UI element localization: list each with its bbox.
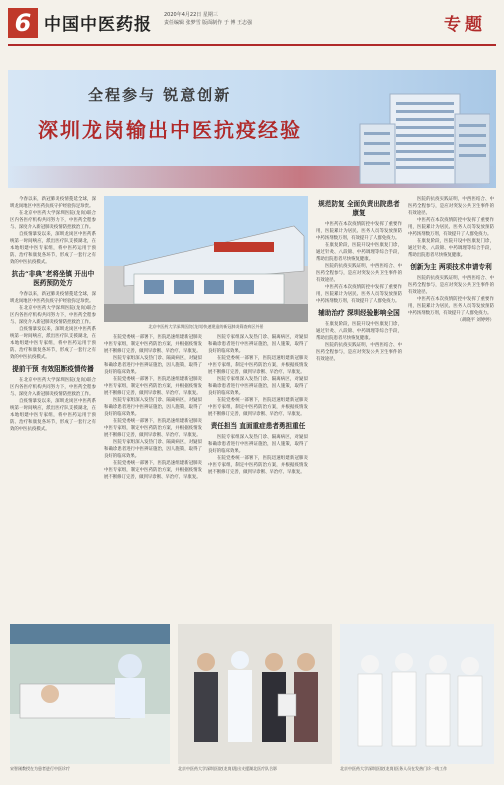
article-paragraph: 今春以来，新冠肺炎疫情蔓延全球，深圳龙岗地区中医药抗疫守护经验弥足珍贵。 bbox=[10, 197, 96, 209]
right-column-b bbox=[408, 196, 494, 616]
article-paragraph: 医院的抗疫实践证明，中西医结合、中医药全程参与，是应对突发公共卫生事件的有效途径。 bbox=[316, 343, 402, 362]
subheading: 提前干预 有效阻断疫情传播 bbox=[12, 365, 94, 373]
left-column bbox=[10, 196, 96, 616]
article-paragraph: 医院的抗疫实践证明，中西医结合、中医药全程参与，是应对突发公共卫生事件的有效途径。 bbox=[408, 197, 494, 216]
article-paragraph: 在北京中医药大学深圳医院(龙岗)联合区内各医疗机构共同努力下，中医药全程参与、深度介入新冠肺炎疫情防控救治工作。 bbox=[10, 306, 96, 325]
middle-column-b bbox=[208, 334, 308, 616]
bottom-photo-3-caption: 北京中医药大学深圳医院(龙岗)医务人员在发热门诊一线工作 bbox=[340, 766, 448, 771]
article-paragraph: 在院党委统一部署下，医院迅速组建新冠肺炎中医专家组，制定中医药防治方案，并根据疫情发展不断修订完善，做到早诊断、早治疗、早康复。 bbox=[208, 456, 308, 475]
byline: （胡晓平 刘婷婷） bbox=[457, 318, 494, 323]
subheading: 创新为主 两项技术申请专利 bbox=[410, 263, 492, 271]
hero-banner bbox=[8, 70, 496, 188]
article-paragraph: 医院专家组深入发热门诊、隔离病区，对疑似和确诊患者进行中医辨证施治，因人施策，取得了良好的临床效果。 bbox=[208, 435, 308, 454]
article-paragraph: 在院党委统一部署下，医院迅速组建新冠肺炎中医专家组，制定中医药防治方案，并根据疫情发展不断修订完善，做到早诊断、早治疗、早康复。 bbox=[104, 461, 202, 480]
article-paragraph: 在康复阶段，医院开设中医康复门诊，通过针灸、八段锦、中药调理等综合手段，帮助出院患者尽快恢复健康。 bbox=[408, 239, 494, 258]
article-paragraph: 中医药在本次疫情防控中发挥了重要作用，医院累计为居民、医务人员等发放预防中药汤剂数万剂，有效提升了人群免疫力。 bbox=[408, 218, 494, 237]
article-paragraph: 医院的抗疫实践证明，中西医结合、中医药全程参与，是应对突发公共卫生事件的有效途径。 bbox=[408, 276, 494, 295]
article-paragraph: 在北京中医药大学深圳医院(龙岗)联合区内各医疗机构共同努力下，中医药全程参与、深度介入新冠肺炎疫情防控救治工作。 bbox=[10, 211, 96, 230]
center-photo-caption: 北京中医药大学深圳医院(龙岗)快速建造的新冠肺炎筛查病区外景 bbox=[148, 324, 264, 329]
article-paragraph: 在康复阶段，医院开设中医康复门诊，通过针灸、八段锦、中药调理等综合手段，帮助出院患者尽快恢复健康。 bbox=[316, 243, 402, 262]
bottom-photo-2 bbox=[178, 624, 332, 764]
article-paragraph: 中医药在本次疫情防控中发挥了重要作用，医院累计为居民、医务人员等发放预防中药汤剂数万剂，有效提升了人群免疫力。 bbox=[408, 297, 494, 316]
article-paragraph: 医院专家组深入发热门诊、隔离病区，对疑似和确诊患者进行中医辨证施治，因人施策，取得了良好的临床效果。 bbox=[104, 356, 202, 375]
hospital-building-illustration bbox=[350, 84, 490, 184]
subheading: 辅助治疗 深圳经验影响全国 bbox=[318, 309, 400, 317]
issue-info bbox=[164, 11, 252, 27]
bottom-photo-1 bbox=[10, 624, 170, 764]
issue-date: 2020年4月22日 星期三 bbox=[164, 12, 218, 18]
article-paragraph: 医院专家组深入发热门诊、隔离病区，对疑似和确诊患者进行中医辨证施治，因人施策，取得了良好的临床效果。 bbox=[208, 335, 308, 354]
article-paragraph: 中医药在本次疫情防控中发挥了重要作用，医院累计为居民、医务人员等发放预防中药汤剂数万剂，有效提升了人群免疫力。 bbox=[316, 285, 402, 304]
newspaper-name: 中国中医药报 bbox=[44, 15, 152, 35]
subheading: 规范防复 全面负责出院患者康复 bbox=[318, 200, 400, 217]
article-paragraph: 医院专家组深入发热门诊、隔离病区，对疑似和确诊患者进行中医辨证施治，因人施策，取得了良好的临床效果。 bbox=[208, 377, 308, 396]
article-paragraph: 医院专家组深入发热门诊、隔离病区，对疑似和确诊患者进行中医辨证施治，因人施策，取得了良好的临床效果。 bbox=[104, 440, 202, 459]
article-paragraph: 医院的抗疫实践证明，中西医结合、中医药全程参与，是应对突发公共卫生事件的有效途径。 bbox=[316, 264, 402, 283]
article-paragraph: 自疫情暴发以来，深圳龙岗区中医药系统第一时间响应，派出医疗队支援湖北，在本地组建中医专家组，将中医药运用于预防、治疗和康复各环节，形成了一套行之有效的中医抗疫模式。 bbox=[10, 399, 96, 432]
article-paragraph: 在院党委统一部署下，医院迅速组建新冠肺炎中医专家组，制定中医药防治方案，并根据疫情发展不断修订完善，做到早诊断、早治疗、早康复。 bbox=[104, 419, 202, 438]
article-paragraph: 自疫情暴发以来，深圳龙岗区中医药系统第一时间响应，派出医疗队支援湖北，在本地组建中医专家组，将中医药运用于预防、治疗和康复各环节，形成了一套行之有效的中医抗疫模式。 bbox=[10, 232, 96, 265]
doctor-treating-patient-image bbox=[10, 624, 170, 764]
bottom-photo-2-caption: 北京中医药大学深圳医院(龙岗)派出支援湖北医疗队合影 bbox=[178, 766, 278, 771]
right-column-a bbox=[316, 196, 402, 616]
hero-title: 深圳龙岗输出中医抗疫经验 bbox=[38, 118, 302, 142]
fever-clinic-staff-image bbox=[340, 624, 494, 764]
hospital-exterior-photo bbox=[104, 196, 308, 322]
article-paragraph: 在院党委统一部署下，医院迅速组建新冠肺炎中医专家组，制定中医药防治方案，并根据疫情发展不断修订完善，做到早诊断、早治疗、早康复。 bbox=[104, 335, 202, 354]
article-paragraph: 在院党委统一部署下，医院迅速组建新冠肺炎中医专家组，制定中医药防治方案，并根据疫情发展不断修订完善，做到早诊断、早治疗、早康复。 bbox=[104, 377, 202, 396]
article-paragraph: 自疫情暴发以来，深圳龙岗区中医药系统第一时间响应，派出医疗队支援湖北，在本地组建中医专家组，将中医药运用于预防、治疗和康复各环节，形成了一套行之有效的中医抗疫模式。 bbox=[10, 327, 96, 360]
article-paragraph: 在北京中医药大学深圳医院(龙岗)联合区内各医疗机构共同努力下，中医药全程参与、深度介入新冠肺炎疫情防控救治工作。 bbox=[10, 378, 96, 397]
article-paragraph: 中医药在本次疫情防控中发挥了重要作用，医院累计为居民、医务人员等发放预防中药汤剂数万剂，有效提升了人群免疫力。 bbox=[316, 222, 402, 241]
section-title: 专题 bbox=[444, 15, 486, 35]
issue-editors: 责任编辑 张梦雪 版面制作 于 博 王志强 bbox=[164, 20, 252, 26]
hero-kicker: 全程参与 锐意创新 bbox=[88, 86, 232, 104]
middle-column-a bbox=[104, 334, 202, 616]
article-paragraph: 在院党委统一部署下，医院迅速组建新冠肺炎中医专家组，制定中医药防治方案，并根据疫情发展不断修订完善，做到早诊断、早治疗、早康复。 bbox=[208, 398, 308, 417]
article-paragraph: 医院专家组深入发热门诊、隔离病区，对疑似和确诊患者进行中医辨证施治，因人施策，取得了良好的临床效果。 bbox=[104, 398, 202, 417]
medical-team-group-image bbox=[178, 624, 332, 764]
bottom-photo-1-caption: 宋智刚教授在为患者进行中医诊疗 bbox=[10, 766, 70, 771]
article-paragraph: 在康复阶段，医院开设中医康复门诊，通过针灸、八段锦、中药调理等综合手段，帮助出院患者尽快恢复健康。 bbox=[316, 322, 402, 341]
article-paragraph: 在院党委统一部署下，医院迅速组建新冠肺炎中医专家组，制定中医药防治方案，并根据疫情发展不断修订完善，做到早诊断、早治疗、早康复。 bbox=[208, 356, 308, 375]
subheading: 责任担当 直面重症患者勇担重任 bbox=[210, 422, 306, 430]
hospital-exterior-image bbox=[104, 196, 308, 322]
subheading: 抗击“非典”老将坐镇 开出中医药预防处方 bbox=[11, 270, 95, 287]
article-paragraph: 今春以来，新冠肺炎疫情蔓延全球，深圳龙岗地区中医药抗疫守护经验弥足珍贵。 bbox=[10, 292, 96, 304]
bottom-photo-3 bbox=[340, 624, 494, 764]
masthead bbox=[8, 6, 496, 46]
page-number: 6 bbox=[8, 8, 38, 38]
